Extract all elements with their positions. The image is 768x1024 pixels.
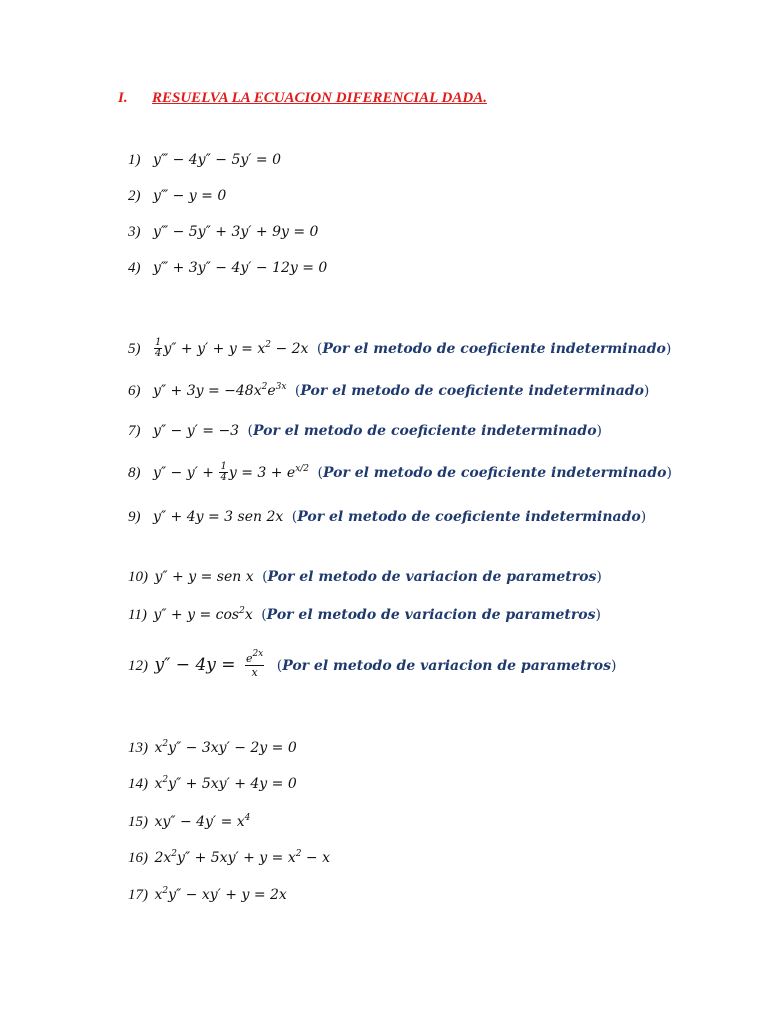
problem-number: 11) [128, 607, 147, 623]
problem-12 [128, 649, 617, 679]
problem-17 [128, 885, 287, 905]
equation: $xy'' - 4y' = x^4$ [154, 813, 251, 830]
equation: y″ − y′ + $\frac{1}{4}$ $y = 3 + e^{x/2}$ [152, 461, 310, 483]
problem-13 [128, 738, 297, 758]
equation: $x^2y'' + 5xy' + 4y = 0$ [154, 775, 297, 792]
method-note: (Por el metodo de variacion de parametros) [261, 607, 601, 623]
problem-number: 15) [128, 814, 148, 830]
problem-number: 17) [128, 887, 148, 903]
problem-11 [128, 605, 601, 625]
problem-number: 5) [128, 340, 141, 357]
equation: y″ + y = sen x [154, 569, 254, 585]
equation: y″ − 4y = $\frac{e^{2x}}{x}$ [154, 649, 264, 679]
problem-10 [128, 567, 602, 587]
problem-16 [128, 848, 330, 868]
equation: $2x^2y'' + 5xy' + y = x^2 - x$ [154, 849, 330, 866]
equation: y‴ + 3y″ − 4y′ − 12y = 0 [152, 260, 328, 276]
problem-1 [128, 150, 281, 170]
problem-7 [128, 421, 602, 441]
equation: $x^2y'' - xy' + y = 2x$ [154, 886, 287, 903]
method-note: (Por el metodo de coeficiente indeterminado) [247, 423, 602, 439]
problem-number: 10) [128, 569, 148, 585]
method-note: (Por el metodo de coeficiente indeterminado) [294, 383, 650, 399]
equation: $x^2y'' - 3xy' - 2y = 0$ [154, 739, 297, 756]
problem-number: 14) [128, 776, 148, 792]
problem-3 [128, 222, 318, 242]
problem-number: 12) [128, 658, 148, 674]
problem-2 [128, 186, 226, 206]
problem-number: 6) [128, 383, 141, 399]
equation: y″ − y′ = −3 [152, 423, 240, 439]
equation: y‴ − 5y″ + 3y′ + 9y = 0 [152, 224, 319, 240]
problem-15 [128, 812, 250, 832]
problem-8 [128, 462, 672, 483]
method-note: (Por el metodo de coeficiente indeterminado) [316, 340, 672, 357]
problem-14 [128, 774, 297, 794]
problem-5 [128, 338, 671, 359]
method-note: (Por el metodo de variacion de parametros) [276, 658, 617, 674]
equation: $\frac{1}{4}$ $y'' + y' + y = x^2 - 2x$ [154, 337, 309, 359]
equation: $y'' + 3y = -48x^2e^{3x}$ [152, 382, 287, 399]
problem-number: 13) [128, 740, 148, 756]
section-number: I. [118, 90, 128, 106]
problem-number: 1) [128, 152, 141, 168]
problem-number: 16) [128, 850, 148, 866]
problem-number: 8) [128, 464, 141, 481]
problem-number: 2) [128, 188, 141, 204]
problem-number: 9) [128, 509, 141, 525]
method-note: (Por el metodo de coeficiente indeterminado) [291, 509, 647, 525]
fraction: $\frac{e^{2x}}{x}$ [245, 649, 264, 679]
method-note: (Por el metodo de coeficiente indeterminado) [317, 464, 672, 481]
section-title: RESUELVA LA ECUACION DIFERENCIAL DADA. [152, 90, 487, 106]
problem-number: 4) [128, 260, 141, 276]
problem-6 [128, 381, 649, 401]
equation: $y'' + y = \cos^2x$ [153, 606, 253, 623]
equation: y‴ − 4y″ − 5y′ = 0 [152, 152, 281, 168]
method-note: (Por el metodo de variacion de parametros) [262, 569, 602, 585]
problem-4 [128, 258, 327, 278]
fraction: $\frac{1}{4}$ [154, 337, 162, 359]
equation: y″ + 4y = 3 sen 2x [152, 509, 284, 525]
problem-9 [128, 507, 646, 527]
problem-number: 3) [128, 224, 141, 240]
problem-number: 7) [128, 423, 141, 439]
equation: y‴ − y = 0 [152, 188, 227, 204]
fraction: $\frac{1}{4}$ [220, 461, 227, 483]
